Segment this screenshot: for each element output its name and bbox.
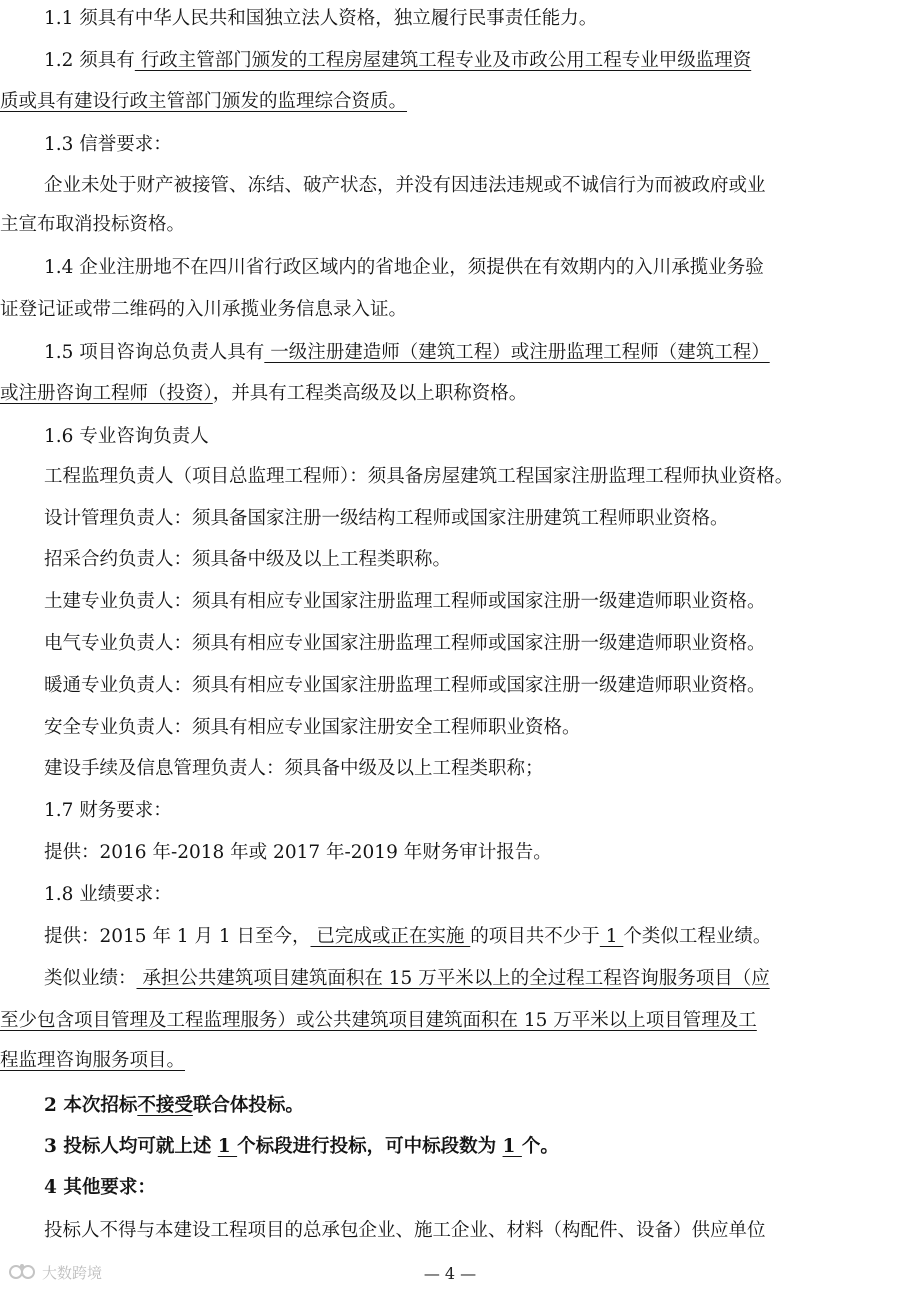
- text-segment: ，并具有工程类高级及以上职称资格。: [212, 383, 528, 404]
- underlined-text: 承担公共建筑项目建筑面积在 15 万平米以上的全过程工程咨询服务项目（应: [136, 968, 770, 989]
- text-segment: 1.5 项目咨询总负责人具有: [44, 342, 265, 363]
- text-line: [0, 297, 900, 323]
- text-segment: 提供：2015 年 1 月 1 日至今，: [44, 926, 311, 947]
- text-line: [0, 966, 900, 992]
- underlined-text: 1: [599, 926, 624, 947]
- text-line: [0, 756, 900, 782]
- text-segment: 土建专业负责人：须具有相应专业国家注册监理工程师或国家注册一级建造师职业资格。: [44, 591, 766, 612]
- text-line: [0, 255, 900, 281]
- underlined-text: 至少包含项目管理及工程监理服务）或公共建筑项目建筑面积在 15 万平米以上项目管理及工: [0, 1010, 757, 1031]
- text-segment: 4 其他要求：: [44, 1177, 156, 1198]
- text-line: [0, 1134, 900, 1160]
- underlined-text: 质或具有建设行政主管部门颁发的监理综合资质。: [0, 91, 408, 112]
- text-line: [0, 1175, 900, 1201]
- text-line: [0, 173, 900, 199]
- text-segment: 安全专业负责人：须具有相应专业国家注册安全工程师职业资格。: [44, 717, 581, 738]
- underlined-text: 一级注册建造师（建筑工程）或注册监理工程师（建筑工程）: [264, 342, 770, 363]
- text-segment: 3 投标人均可就上述: [44, 1136, 218, 1157]
- text-segment: 1.8 业绩要求：: [44, 884, 172, 905]
- text-segment: 个类似工程业绩。: [623, 926, 772, 947]
- text-segment: 投标人不得与本建设工程项目的总承包企业、施工企业、材料（构配件、设备）供应单位: [44, 1220, 766, 1241]
- text-line: [0, 89, 900, 115]
- text-line: [0, 798, 900, 824]
- text-segment: 1.6 专业咨询负责人: [44, 426, 209, 447]
- text-segment: 类似业绩：: [44, 968, 137, 989]
- text-segment: 招采合约负责人：须具备中级及以上工程类职称。: [44, 549, 452, 570]
- text-line: [0, 882, 900, 908]
- text-segment: 1.7 财务要求：: [44, 800, 172, 821]
- underlined-text: 1: [217, 1136, 238, 1157]
- text-line: [0, 464, 900, 490]
- underlined-text: 程监理咨询服务项目。: [0, 1050, 186, 1071]
- text-line: [0, 381, 900, 407]
- underlined-text: 或注册咨询工程师（投资）: [0, 383, 213, 404]
- text-segment: 建设手续及信息管理负责人：须具备中级及以上工程类职称；: [44, 758, 544, 779]
- text-segment: 联合体投标。: [192, 1095, 304, 1116]
- text-line: [0, 506, 900, 532]
- text-segment: 提供：2016 年-2018 年或 2017 年-2019 年财务审计报告。: [44, 842, 552, 863]
- text-line: [0, 6, 900, 32]
- text-line: [0, 212, 900, 238]
- text-segment: 企业未处于财产被接管、冻结、破产状态，并没有因违法违规或不诚信行为而被政府或业: [44, 175, 766, 196]
- text-segment: 个标段进行投标，可中标段数为: [237, 1136, 503, 1157]
- text-line: [0, 1048, 900, 1074]
- text-segment: 暖通专业负责人：须具有相应专业国家注册监理工程师或国家注册一级建造师职业资格。: [44, 675, 766, 696]
- text-segment: 设计管理负责人：须具备国家注册一级结构工程师或国家注册建筑工程师职业资格。: [44, 508, 729, 529]
- text-line: [0, 48, 900, 74]
- text-line: [0, 424, 900, 450]
- text-line: [0, 840, 900, 866]
- text-line: [0, 589, 900, 615]
- text-segment: 1.3 信誉要求：: [44, 134, 172, 155]
- text-line: [0, 631, 900, 657]
- underlined-text: 行政主管部门颁发的工程房屋建筑工程专业及市政公用工程专业甲级监理资: [134, 50, 752, 71]
- text-segment: 1.2 须具有: [44, 50, 135, 71]
- text-line: [0, 1093, 900, 1119]
- text-line: [0, 132, 900, 158]
- page-number: — 4 —: [423, 1264, 477, 1283]
- text-line: [0, 1218, 900, 1244]
- underlined-text: 已完成或正在实施: [310, 926, 471, 947]
- text-segment: 1.1 须具有中华人民共和国独立法人资格，独立履行民事责任能力。: [44, 8, 598, 29]
- text-line: [0, 547, 900, 573]
- text-segment: 电气专业负责人：须具有相应专业国家注册监理工程师或国家注册一级建造师职业资格。: [44, 633, 766, 654]
- text-segment: 证登记证或带二维码的入川承揽业务信息录入证。: [0, 299, 408, 320]
- underlined-text: 1: [502, 1136, 522, 1157]
- text-segment: 2 本次招标: [44, 1095, 138, 1116]
- underlined-text: 不接受: [137, 1095, 193, 1116]
- text-segment: 的项目共不少于: [470, 926, 600, 947]
- text-line: [0, 673, 900, 699]
- watermark-text: 大数跨境: [42, 1263, 103, 1282]
- text-segment: 个。: [521, 1136, 559, 1157]
- text-line: [0, 924, 900, 950]
- text-segment: 工程监理负责人（项目总监理工程师）：须具备房屋建筑工程国家注册监理工程师执业资格。: [44, 466, 794, 487]
- text-segment: 主宣布取消投标资格。: [0, 214, 186, 235]
- text-line: [0, 1008, 900, 1034]
- text-segment: 1.4 企业注册地不在四川省行政区域内的省地企业，须提供在有效期内的入川承揽业务验: [44, 257, 764, 278]
- text-line: [0, 340, 900, 366]
- text-line: [0, 715, 900, 741]
